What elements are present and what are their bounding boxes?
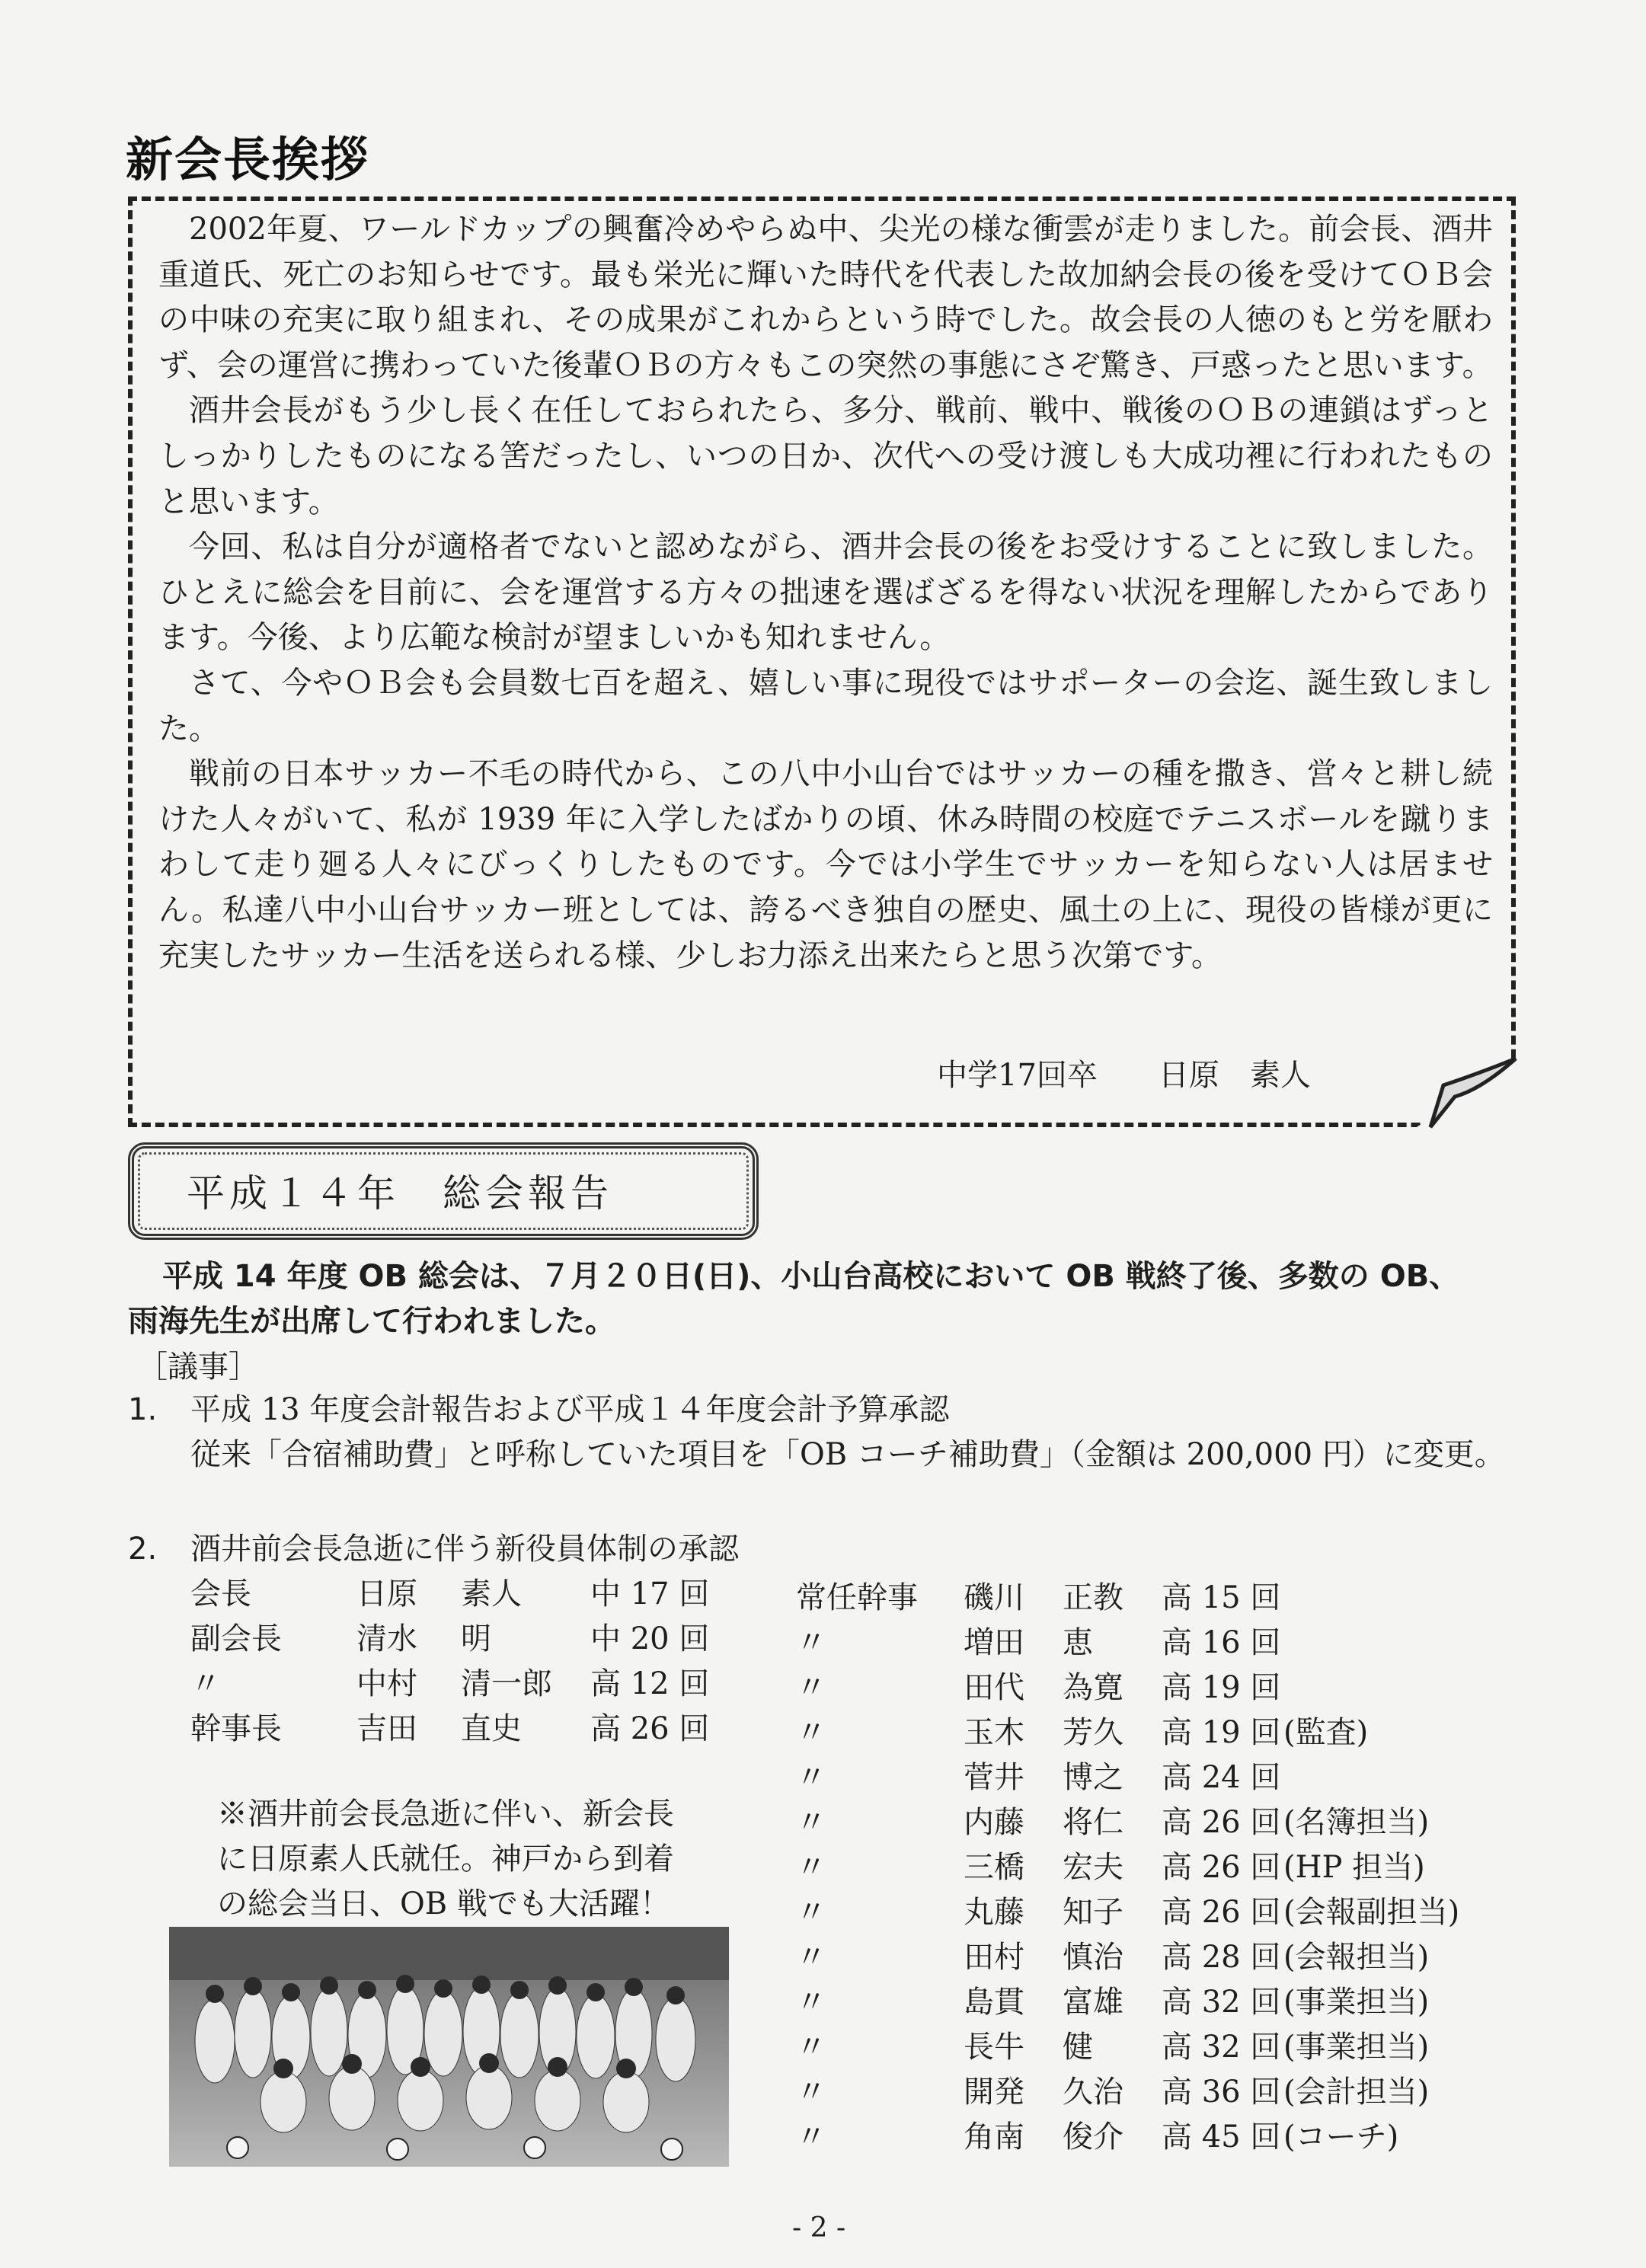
- page-title: 新会長挨拶: [126, 132, 370, 187]
- officer-role: 〃: [190, 1666, 221, 1701]
- agenda-item: [128, 1388, 157, 1433]
- officer-class: 高 24 回: [1162, 1760, 1281, 1795]
- officer-role: 〃: [796, 1760, 826, 1795]
- photo-caption-line: に日原素人氏就任。神戸から到着: [217, 1842, 674, 1877]
- officer-surname: 田村: [964, 1940, 1024, 1975]
- officer-given-name: 富雄: [1063, 1985, 1123, 2020]
- page-number: - 2 -: [792, 2212, 846, 2244]
- officer-given-name: 素人: [461, 1576, 522, 1612]
- officer-note: (会報副担当): [1283, 1895, 1460, 1930]
- officer-role: 〃: [796, 1985, 826, 2020]
- officer-given-name: 直史: [461, 1711, 522, 1746]
- officer-surname: 玉木: [964, 1715, 1024, 1750]
- page-fold-icon: [1409, 1043, 1523, 1131]
- officer-class: 高 12 回: [590, 1666, 710, 1701]
- greeting-paragraph: 酒井会長がもう少し長く在任しておられたら、多分、戦前、戦中、戦後のＯＢの連鎖はずっとしっかりしたものになる筈だったし、いつの日か、次代への受け渡しも大成功裡に行われたものと思います。: [158, 393, 1493, 519]
- officer-class: 高 32 回: [1162, 2030, 1281, 2065]
- officer-role: 〃: [796, 1850, 826, 1885]
- officer-surname: 三橋: [964, 1850, 1024, 1885]
- group-photo: [169, 1927, 729, 2167]
- officer-note: (会報担当): [1283, 1940, 1430, 1975]
- officer-class: 高 32 回: [1162, 1985, 1281, 2020]
- officer-surname: 長牛: [964, 2030, 1024, 2065]
- officer-given-name: 為寛: [1063, 1670, 1123, 1705]
- officer-class: 高 19 回: [1162, 1715, 1281, 1750]
- officer-given-name: 健: [1063, 2030, 1093, 2065]
- officer-class: 高 26 回: [1162, 1805, 1281, 1840]
- officer-role: 〃: [796, 2075, 826, 2110]
- officer-given-name: 清一郎: [461, 1666, 552, 1701]
- officer-surname: 中村: [356, 1666, 417, 1701]
- agenda-item-number: 1.: [128, 1392, 158, 1427]
- officer-note: (監査): [1283, 1715, 1369, 1750]
- officer-class: 高 15 回: [1162, 1580, 1281, 1615]
- officer-role: 〃: [796, 2119, 826, 2155]
- officer-role: 会長: [190, 1576, 251, 1612]
- officer-class: 高 19 回: [1162, 1670, 1281, 1705]
- officer-class: 高 26 回: [590, 1711, 710, 1746]
- photo-caption-line: の総会当日、OB 戦でも大活躍！: [217, 1886, 670, 1921]
- officer-class: 高 16 回: [1162, 1625, 1281, 1660]
- agenda-label: ［議事］: [137, 1350, 259, 1385]
- officer-surname: 田代: [964, 1670, 1024, 1705]
- officer-role: 〃: [796, 2030, 826, 2065]
- officer-role: 〃: [796, 1895, 826, 1930]
- officer-surname: 菅井: [964, 1760, 1024, 1795]
- officer-class: 中 17 回: [590, 1576, 710, 1612]
- officer-surname: 丸藤: [964, 1895, 1024, 1930]
- officer-given-name: 慎治: [1063, 1940, 1123, 1975]
- officer-given-name: 博之: [1063, 1760, 1123, 1795]
- officer-role: 副会長: [190, 1621, 282, 1656]
- officer-class: 中 20 回: [590, 1621, 710, 1656]
- officer-class: 高 36 回: [1162, 2075, 1281, 2110]
- officer-surname: 磯川: [964, 1580, 1024, 1615]
- officer-class: 高 28 回: [1162, 1940, 1281, 1975]
- officer-surname: 島貫: [964, 1985, 1024, 2020]
- officer-class: 高 26 回: [1162, 1850, 1281, 1885]
- greeting-paragraph: 2002年夏、ワールドカップの興奮冷めやらぬ中、尖光の様な衝雲が走りました。前会長、酒井重道氏、死亡のお知らせです。最も栄光に輝いた時代を代表した故加納会長の後を受けてＯＢ会の中味の充実に取り組まれ、その成果がこれからという時でした。故会長の人徳のもと労を厭わず、会の運営に携わっていた後輩ＯＢの方々もこの突然の事態にさぞ驚き、戸惑ったと思います。: [158, 212, 1493, 383]
- officer-given-name: 俊介: [1063, 2119, 1123, 2155]
- officer-surname: 増田: [964, 1625, 1024, 1660]
- officer-role: 〃: [796, 1940, 826, 1975]
- report-intro-line: 平成 14 年度 OB 総会は、７月２０日(日)、小山台高校において OB 戦終了後、多数の OB、: [162, 1259, 1460, 1294]
- officer-given-name: 明: [461, 1621, 491, 1656]
- officer-surname: 角南: [964, 2119, 1024, 2155]
- officer-note: (名簿担当): [1283, 1805, 1430, 1840]
- officer-role: 〃: [796, 1625, 826, 1660]
- report-intro: [128, 1254, 1529, 1344]
- officer-given-name: 知子: [1063, 1895, 1123, 1930]
- greeting-text: [158, 207, 1493, 979]
- greeting-signature: 中学17回卒 日原 素人: [937, 1058, 1311, 1093]
- officer-note: (会計担当): [1283, 2075, 1430, 2110]
- officer-given-name: 芳久: [1063, 1715, 1123, 1750]
- officer-role: 幹事長: [190, 1711, 282, 1746]
- officer-role: 常任幹事: [796, 1580, 918, 1615]
- agenda-item-title: 酒井前会長急逝に伴う新役員体制の承認: [190, 1532, 739, 1567]
- officer-given-name: 正教: [1063, 1580, 1123, 1615]
- officer-class: 高 45 回: [1162, 2119, 1281, 2155]
- officer-class: 高 26 回: [1162, 1895, 1281, 1930]
- officer-given-name: 宏夫: [1063, 1850, 1123, 1885]
- officer-surname: 開発: [964, 2075, 1024, 2110]
- officer-role: 〃: [796, 1670, 826, 1705]
- officer-surname: 清水: [356, 1621, 417, 1656]
- photo-caption-line: ※酒井前会長急逝に伴い、新会長: [217, 1797, 674, 1832]
- officer-note: (事業担当): [1283, 2030, 1430, 2065]
- officer-surname: 内藤: [964, 1805, 1024, 1840]
- photo-caption: [217, 1792, 743, 1927]
- officer-role: 〃: [796, 1715, 826, 1750]
- greeting-paragraph: 今回、私は自分が適格者でないと認めながら、酒井会長の後をお受けすることに致しました。ひとえに総会を目前に、会を運営する方々の拙速を選ばざるを得ない状況を理解したからであります。今後、より広範な検討が望ましいかも知れません。: [158, 529, 1493, 656]
- officer-given-name: 久治: [1063, 2075, 1123, 2110]
- officer-given-name: 将仁: [1063, 1805, 1123, 1840]
- greeting-paragraph: 戦前の日本サッカー不毛の時代から、この八中小山台ではサッカーの種を撒き、営々と耕し続けた人々がいて、私が 1939 年に入学したばかりの頃、休み時間の校庭でテニスボールを蹴りまわして走り廻る人々にびっくりしたものです。今では小学生でサッカーを知らない人は居ません。私達八中小山台サッカー班としては、誇るべき独自の歴史、風土の上に、現役の皆様が更に充実したサッカー生活を送られる様、少しお力添え出来たらと思う次第です。: [158, 756, 1493, 973]
- agenda-item: [128, 1527, 157, 1572]
- officer-role: 〃: [796, 1805, 826, 1840]
- officer-surname: 吉田: [356, 1711, 417, 1746]
- agenda-item-detail: 従来「合宿補助費」と呼称していた項目を「OB コーチ補助費」（金額は 200,000 円）に変更。: [190, 1437, 1505, 1472]
- officer-note: (HP 担当): [1283, 1850, 1425, 1885]
- agenda-item-number: 2.: [128, 1532, 158, 1567]
- officer-given-name: 恵: [1063, 1625, 1093, 1660]
- report-intro-line: 雨海先生が出席して行われました。: [128, 1304, 615, 1339]
- officer-surname: 日原: [356, 1576, 417, 1612]
- agenda-item-title: 平成 13 年度会計報告および平成１４年度会計予算承認: [190, 1392, 950, 1427]
- greeting-paragraph: さて、今やＯＢ会も会員数七百を超え、嬉しい事に現役ではサポーターの会迄、誕生致しました。: [158, 665, 1493, 746]
- report-title: 平成１４年 総会報告: [187, 1171, 613, 1215]
- officer-note: (コーチ): [1283, 2119, 1399, 2155]
- officer-note: (事業担当): [1283, 1985, 1430, 2020]
